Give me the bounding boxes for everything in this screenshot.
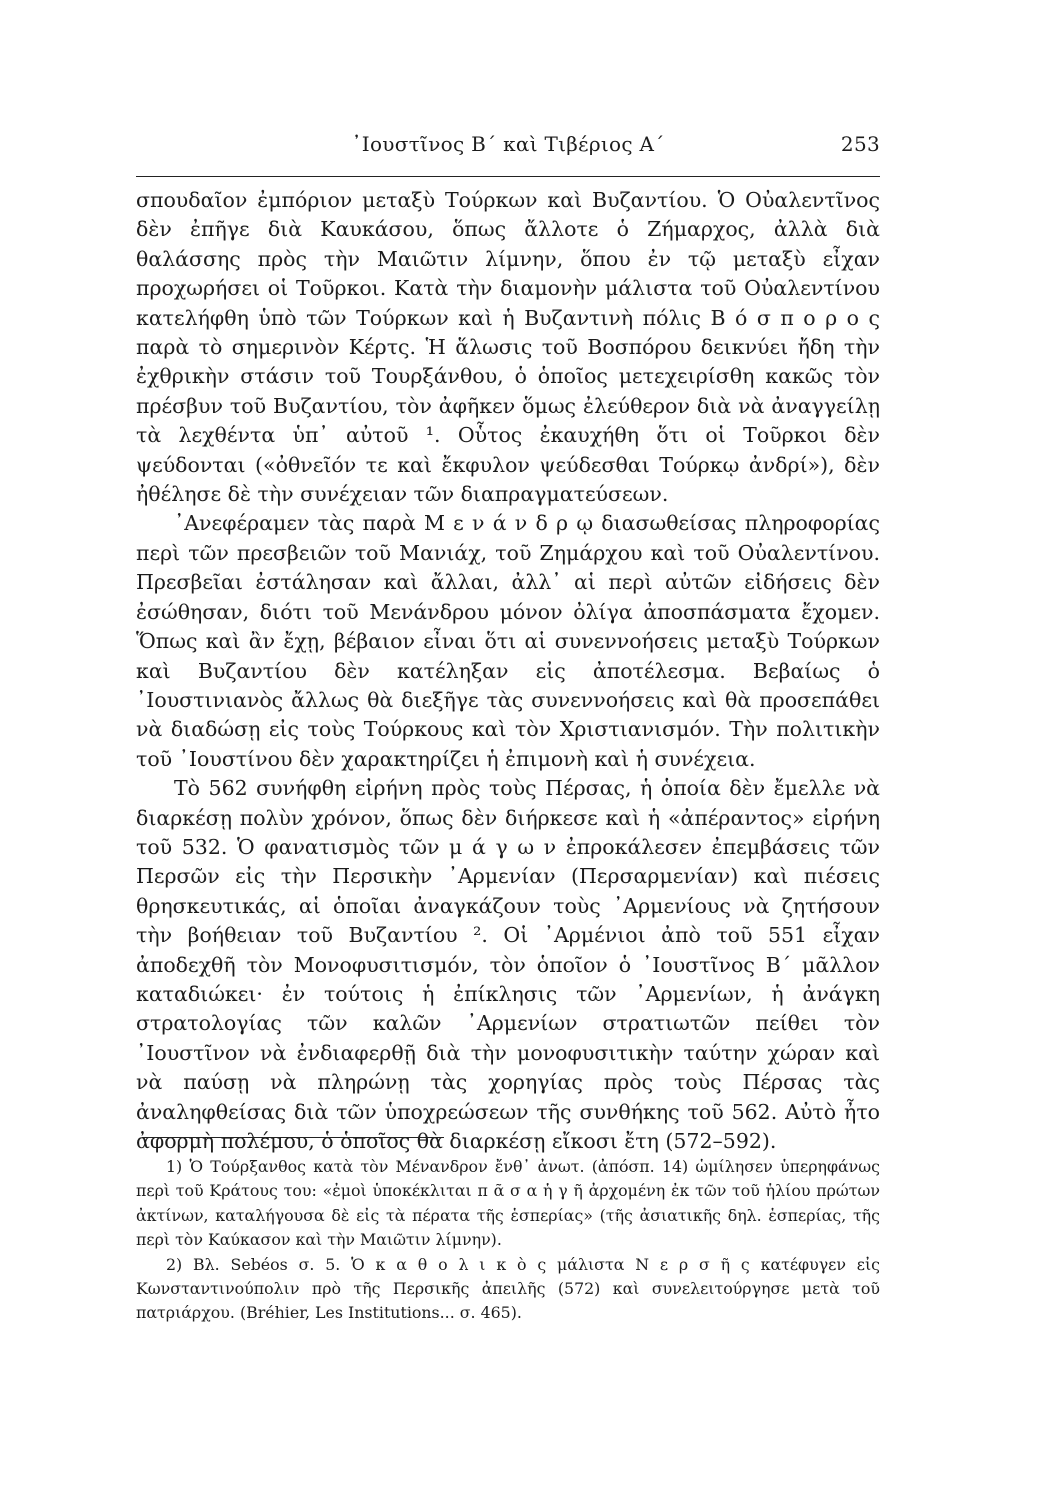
footnote-1: 1) Ὁ Τούρξανθος κατὰ τὸν Μένανδρον ἔνθ᾿ ἀνωτ. (ἀπόσπ. 14) ὡμίλησεν ὑπερηφάνως περὶ τοῦ Κράτους του: «ἐμοὶ ὑποκέκλιται π ᾶ σ α ἡ γ ῆ ἀρχομένη ἐκ τῶν τοῦ ἡλίου πρώτων ἀκτίνων, καταλήγουσα δὲ εἰς τὰ πέρατα τῆς ἑσπερίας» (τῆς ἀσιατικῆς δηλ. ἑσπερίας, τῆς περὶ τὸν Καύκασον καὶ τὴν Μαιῶτιν λίμνην). <box>136 1157 880 1250</box>
footnotes <box>136 1155 880 1326</box>
header-rule <box>136 176 880 177</box>
footnote-2: 2) Βλ. Sebéos σ. 5. Ὁ κ α θ ο λ ι κ ὸ ς μάλιστα Ν ε ρ σ ῆ ς κατέφυγεν εἰς Κωνσταντινούπολιν πρὸ τῆς Περσικῆς ἀπειλῆς (572) καὶ συνελειτούργησε μετὰ τοῦ πατριάρχου. (Bréhier, Les Institutions... σ. 465). <box>136 1254 880 1323</box>
paragraph-1: σπουδαῖον ἐμπόριον μεταξὺ Τούρκων καὶ Βυζαντίου. Ὁ Οὐαλεντῖνος δὲν ἐπῆγε διὰ Καυκάσου, ὅπως ἄλλοτε ὁ Ζήμαρχος, ἀλλὰ διὰ θαλάσσης πρὸς τὴν Μαιῶτιν λίμνην, ὅπου ἐν τῷ μεταξὺ εἶχαν προχωρήσει οἱ Τοῦρκοι. Κατὰ τὴν διαμονὴν μάλιστα τοῦ Οὐαλεντίνου κατελήφθη ὑπὸ τῶν Τούρκων καὶ ἡ Βυζαντινὴ πόλις Β ό σ π ο ρ ο ς παρὰ τὸ σημερινὸν Κέρτς. Ἡ ἅλωσις τοῦ Βοσπόρου δεικνύει ἤδη τὴν ἐχθρικὴν στάσιν τοῦ Τουρξάνθου, ὁ ὁποῖος μετεχειρίσθη κακῶς τὸν πρέσβυν τοῦ Βυζαντίου, τὸν ἀφῆκεν ὅμως ἐλεύθερον διὰ νὰ ἀναγγείλῃ τὰ λεχθέντα ὑπ᾿ αὐτοῦ ¹. Οὗτος ἐκαυχήθη ὅτι οἱ Τοῦρκοι δὲν ψεύδονται («ὀθνεῖόν τε καὶ ἔκφυλον ψεύδεσθαι Τούρκῳ ἀνδρί»), δὲν ἠθέλησε δὲ τὴν συνέχειαν τῶν διαπραγματεύσεων. <box>136 188 880 507</box>
paragraph-2: ᾿Ανεφέραμεν τὰς παρὰ Μ ε ν ά ν δ ρ ῳ διασωθείσας πληροφορίας περὶ τῶν πρεσβειῶν τοῦ Μανιάχ, τοῦ Ζημάρχου καὶ τοῦ Οὐαλεντίνου. Πρεσβεῖαι ἐστάλησαν καὶ ἄλλαι, ἀλλ᾿ αἱ περὶ αὐτῶν εἰδήσεις δὲν ἐσώθησαν, διότι τοῦ Μενάνδρου μόνον ὀλίγα ἀποσπάσματα ἔχομεν. Ὅπως καὶ ἂν ἔχῃ, βέβαιον εἶναι ὅτι αἱ συνεννοήσεις μεταξὺ Τούρκων καὶ Βυζαντίου δὲν κατέληξαν εἰς ἀποτέλεσμα. Βεβαίως ὁ ᾿Ιουστινιανὸς ἄλλως θὰ διεξῆγε τὰς συνεννοήσεις καὶ θὰ προσεπάθει νὰ διαδώσῃ εἰς τοὺς Τούρκους καὶ τὸν Χριστιανισμόν. Τὴν πολιτικὴν τοῦ ᾿Ιουστίνου δὲν χαρακτηρίζει ἡ ἐπιμονὴ καὶ ἡ συνέχεια. <box>136 511 880 771</box>
running-head-title: ᾿Ιουστῖνος Β΄ καὶ Τιβέριος Α΄ <box>351 132 665 156</box>
main-text <box>136 186 880 1156</box>
page-number: 253 <box>840 132 880 156</box>
footnote-rule <box>142 1137 444 1138</box>
running-head <box>136 128 880 162</box>
paragraph-3: Τὸ 562 συνήφθη εἰρήνη πρὸς τοὺς Πέρσας, ἡ ὁποία δὲν ἔμελλε νὰ διαρκέσῃ πολὺν χρόνον, ὅπως δὲν διήρκεσε καὶ ἡ «ἀπέραντος» εἰρήνη τοῦ 532. Ὁ φανατισμὸς τῶν μ ά γ ω ν ἐπροκάλεσεν ἐπεμβάσεις τῶν Περσῶν εἰς τὴν Περσικὴν ᾿Αρμενίαν (Περσαρμενίαν) καὶ πιέσεις θρησκευτικάς, αἱ ὁποῖαι ἀναγκάζουν τοὺς ᾿Αρμενίους νὰ ζητήσουν τὴν βοήθειαν τοῦ Βυζαντίου ². Οἱ ᾿Αρμένιοι ἀπὸ τοῦ 551 εἶχαν ἀποδεχθῆ τὸν Μονοφυσιτισμόν, τὸν ὁποῖον ὁ ᾿Ιουστῖνος Β΄ μᾶλλον καταδιώκει· ἐν τούτοις ἡ ἐπίκλησις τῶν ᾿Αρμενίων, ἡ ἀνάγκη στρατολογίας τῶν καλῶν ᾿Αρμενίων στρατιωτῶν πείθει τὸν ᾿Ιουστῖνον νὰ ἐνδιαφερθῇ διὰ τὴν μονοφυσιτικὴν ταύτην χώραν καὶ νὰ παύσῃ νὰ πληρώνῃ τὰς χορηγίας πρὸς τοὺς Πέρσας τὰς ἀναληφθείσας διὰ τῶν ὑποχρεώσεων τῆς συνθήκης τοῦ 562. Αὐτὸ ἦτο ἀφορμὴ πολέμου, ὁ ὁποῖος θὰ διαρκέσῃ εἴκοσι ἔτη (572–592). <box>136 776 880 1153</box>
